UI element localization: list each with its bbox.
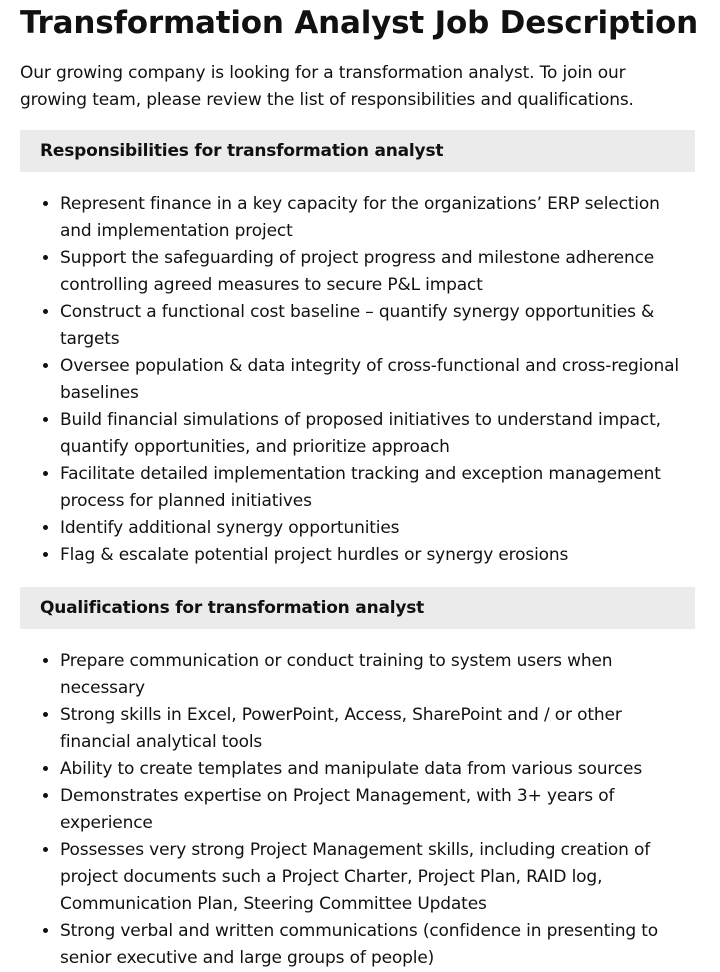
job-description-page bbox=[20, 0, 698, 972]
responsibility-item: • Support the safeguarding of project progress and milestone adherence controlling agreed measures to secure P&L impact bbox=[60, 245, 695, 299]
responsibility-item: • Build financial simulations of proposed initiatives to understand impact, quantify opportunities, and prioritize approach bbox=[60, 407, 695, 461]
responsibility-item: • Identify additional synergy opportunities bbox=[60, 515, 695, 542]
responsibility-item: • Oversee population & data integrity of cross-functional and cross-regional baselines bbox=[60, 353, 695, 407]
responsibility-item: • Facilitate detailed implementation tracking and exception management process for planned initiatives bbox=[60, 461, 695, 515]
qualification-item: • Demonstrates expertise on Project Management, with 3+ years of experience bbox=[60, 783, 695, 837]
responsibilities-heading: Responsibilities for transformation analyst bbox=[20, 130, 695, 172]
page-title: Transformation Analyst Job Description bbox=[20, 5, 698, 41]
qualification-item: • Strong skills in Excel, PowerPoint, Access, SharePoint and / or other financial analytical tools bbox=[60, 702, 695, 756]
qualification-item: • Ability to create templates and manipulate data from various sources bbox=[60, 756, 695, 783]
responsibility-item: • Construct a functional cost baseline – quantify synergy opportunities & targets bbox=[60, 299, 695, 353]
intro-paragraph: Our growing company is looking for a transformation analyst. To join our growing team, please review the list of responsibilities and qualifications. bbox=[20, 63, 634, 110]
qualifications-list bbox=[20, 648, 695, 972]
qualification-item: • Strong verbal and written communications (confidence in presenting to senior executive and large groups of people) bbox=[60, 918, 695, 972]
responsibility-item: • Represent finance in a key capacity for the organizations’ ERP selection and implementation project bbox=[60, 191, 695, 245]
qualifications-heading: Qualifications for transformation analyst bbox=[20, 587, 695, 629]
qualification-item: • Possesses very strong Project Management skills, including creation of project documents such a Project Charter, Project Plan, RAID log, Communication Plan, Steering Committee Updates bbox=[60, 837, 695, 918]
qualification-item: • Prepare communication or conduct training to system users when necessary bbox=[60, 648, 695, 702]
responsibility-item: • Flag & escalate potential project hurdles or synergy erosions bbox=[60, 542, 695, 569]
responsibilities-list bbox=[20, 191, 695, 569]
